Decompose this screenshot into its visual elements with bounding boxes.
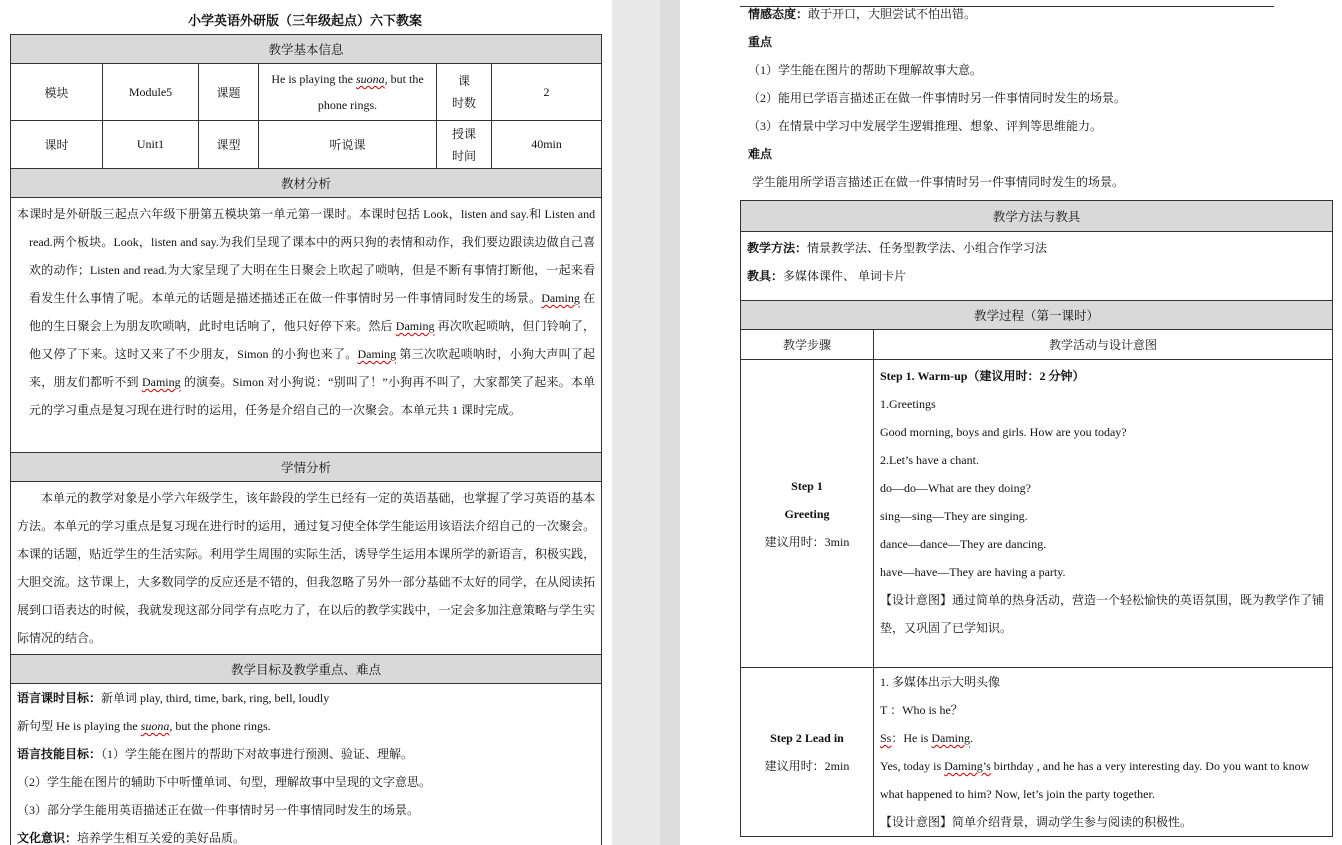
label-time: 授课 时间: [437, 121, 492, 169]
step1-line3: 2.Let’s have a chant.: [880, 453, 979, 467]
key-point-2: （2）能用已学语言描述正在做一件事情时另一件事情同时发生的场景。: [748, 91, 1127, 105]
document-page-right: [680, 0, 1342, 845]
value-periods: 2: [492, 64, 602, 121]
step1-line1: 1.Greetings: [880, 397, 936, 411]
skill-goal-2: （2）学生能在图片的辅助下中听懂单词、句型，理解故事中呈现的文字意思。: [17, 775, 432, 789]
key-point-3: （3）在情景中学习中发展学生逻辑推理、想象、评判等思维能力。: [748, 119, 1103, 133]
value-topic: He is playing the suona, but the phone rings.: [259, 64, 437, 121]
step2-line4: Yes, today is Daming’s birthday , and he has a very interesting day. Do you want to know what happened to him? Now, let’s join the party together.: [880, 759, 1310, 801]
step1-line5: sing—sing—They are singing.: [880, 509, 1028, 523]
skill-goal-3: （3）部分学生能用英语描述正在做一件事情时另一件事情同时发生的场景。: [17, 803, 420, 817]
document-page-left: [0, 0, 612, 845]
label-type: 课型: [199, 121, 259, 169]
step2-time: 建议用时：2min: [764, 759, 850, 773]
difficulty-label: 难点: [748, 147, 773, 161]
value-type: 听说课: [259, 121, 437, 169]
key-point-1: （1）学生能在图片的帮助下理解故事大意。: [748, 63, 983, 77]
difficulty-text: 学生能用所学语言描述正在做一件事情时另一件事情同时发生的场景。: [752, 175, 1125, 189]
language-goal: 语言课时目标：新单词 play, third, time, bark, ring, bell, loudly: [17, 691, 330, 705]
section-header-goals: 教学目标及教学重点、难点: [11, 655, 602, 684]
step2-line2: T ：Who is he？: [880, 703, 963, 717]
key-points-label: 重点: [748, 35, 773, 49]
step1-line4: do—do—What are they doing?: [880, 481, 1031, 495]
focus-section: [740, 0, 1332, 196]
col-header-steps: 教学步骤: [741, 330, 874, 360]
step2-name: Step 2 Lead in: [770, 731, 844, 745]
section-header-process: 教学过程（第一课时）: [741, 301, 1333, 330]
step1-name: Step 1: [791, 478, 823, 493]
label-module: 模块: [11, 64, 103, 121]
page-gap: [612, 0, 680, 845]
step2-label-cell: [741, 668, 874, 837]
step1-content-cell: [874, 360, 1333, 668]
process-table: [740, 200, 1333, 837]
learner-analysis-text: 本单元的教学对象是小学六年级学生，该年龄段的学生已经有一定的英语基础，也掌握了学习英语的基本方法。本单元的学习重点是复习现在进行时的运用，通过复习使全体学生能运用该语法介绍自己的一次聚会。本课的话题，贴近学生的生活实际。利用学生周围的实际生活，诱导学生运用本课所学的新语言，积极实践，大胆交流。这节课上，大多数同学的反应还是不错的，但我忽略了另外一部分基础不太好的同学，在从阅读拓展到口语表达的时候，我就发现这部分同学有点吃力了，在以后的教学实践中，一定会多加注意策略与学生实际情况的结合。: [11, 482, 602, 655]
step2-content-cell: [874, 668, 1333, 837]
culture-goal: 文化意识：培养学生相互关爱的美好品质。: [17, 831, 246, 845]
document-title: 小学英语外研版（三年级起点）六下教案: [187, 13, 422, 28]
step1-time: 建议用时：3min: [764, 534, 850, 549]
step2-line3: Ss：He is Daming.: [880, 731, 974, 745]
section-header-analysis: 教材分析: [11, 169, 602, 198]
method-line: 教学方法：情景教学法、任务型教学法、小组合作学习法: [747, 241, 1048, 255]
skill-goal: 语言技能目标：（1）学生能在图片的帮助下对故事进行预测、验证、理解。: [17, 747, 414, 761]
value-time: 40min: [492, 121, 602, 169]
basic-info-table: [10, 34, 602, 845]
step1-line7: have—have—They are having a party.: [880, 565, 1066, 579]
methods-cell: [741, 232, 1333, 301]
step1-line2: Good morning, boys and girls. How are you today?: [880, 425, 1127, 439]
attitude-line: 情感态度：敢于开口，大胆尝试不怕出错。: [748, 7, 977, 21]
textbook-analysis-text: 本课时是外研版三起点六年级下册第五模块第一单元第一课时。本课时包括 Look，listen and say.和 Listen and read.两个板块。Look，listen and say.为我们呈现了课本中的两只狗的表情和动作，我们要边跟读边做自己喜欢的动作；Listen and read.为大家呈现了大明在生日聚会上吹起了唢呐，但是不断有事情打断他，一起来看看发生什么事情了呢。本单元的话题是描述描述正在做一件事情时另一件事情同时发生的场景。Daming 在他的生日聚会上为朋友吹唢呐，此时电话响了，他只好停下来。然后 Daming 再次吹起唢呐，但门铃响了，他又停了下来。这时又来了不少朋友，Simon 的小狗也来了。Daming 第三次吹起唢呐时，小狗大声叫了起来，朋友们都听不到 Daming 的演奏。Simon 对小狗说：“别叫了！”小狗再不叫了，大家都笑了起来。本单元的学习重点是复习现在进行时的运用，任务是介绍自己的一次聚会。本单元共 1 课时完成。: [11, 198, 602, 453]
section-header-learners: 学情分析: [11, 453, 602, 482]
label-topic: 课题: [199, 64, 259, 121]
step1-name2: Greeting: [784, 506, 830, 521]
new-sentence: 新句型 He is playing the suona, but the phone rings.: [17, 719, 271, 733]
step2-design: 【设计意图】简单介绍背景，调动学生参与阅读的积极性。: [880, 815, 1193, 829]
value-lesson: Unit1: [103, 121, 199, 169]
section-header-methods: 教学方法与教具: [741, 201, 1333, 232]
goals-cell: [11, 684, 602, 845]
label-lesson: 课时: [11, 121, 103, 169]
label-periods: 课 时数: [437, 64, 492, 121]
col-header-activities: 教学活动与设计意图: [874, 330, 1333, 360]
step1-label-cell: [741, 360, 874, 668]
step1-line6: dance—dance—They are dancing.: [880, 537, 1047, 551]
step2-line1: 1. 多媒体出示大明头像: [880, 675, 1001, 689]
tools-line: 教具：多媒体课件、 单词卡片: [747, 269, 907, 283]
step1-design: 【设计意图】通过简单的热身活动，营造一个轻松愉快的英语氛围，既为教学作了铺垫，又巩固了已学知识。: [880, 593, 1325, 635]
value-module: Module5: [103, 64, 199, 121]
section-header-basic: 教学基本信息: [11, 35, 602, 64]
step1-title: Step 1. Warm-up（建议用时：2 分钟）: [880, 369, 1085, 383]
